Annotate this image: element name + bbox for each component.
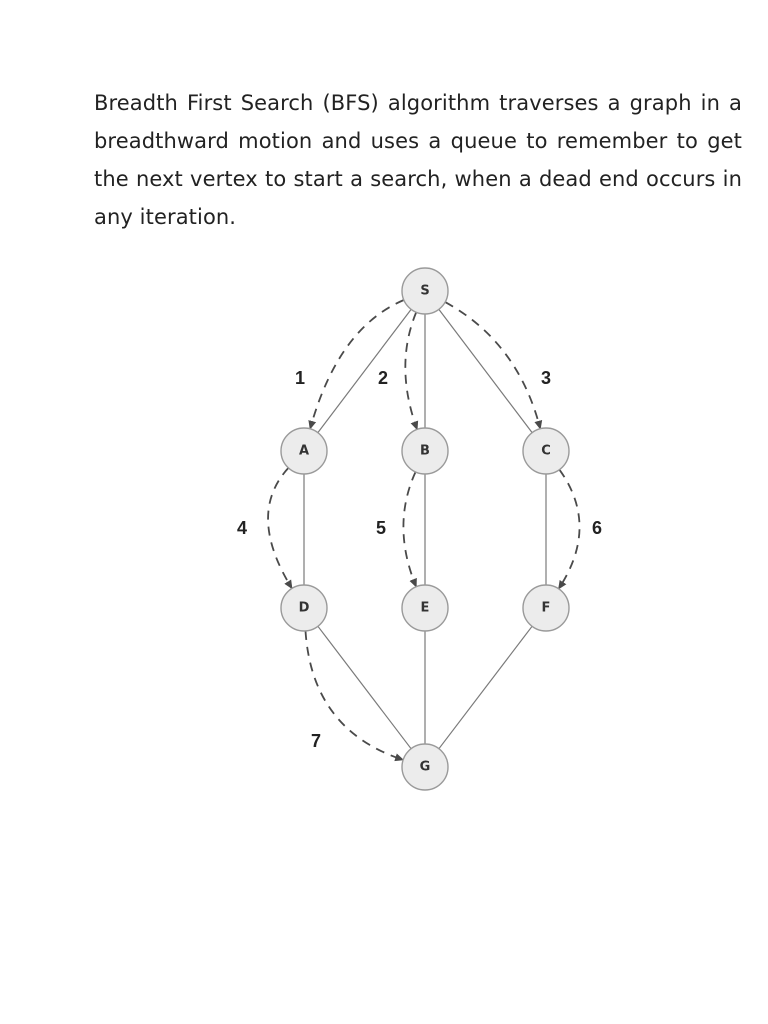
traversal-arrow-4 xyxy=(268,468,292,589)
edge-f-g xyxy=(439,626,532,748)
traversal-arrow-3 xyxy=(445,302,540,429)
traversal-step-1-label: 1 xyxy=(294,368,306,388)
traversal-step-7-label: 7 xyxy=(310,731,322,751)
traversal-step-2-label: 2 xyxy=(377,368,389,388)
traversal-step-labels xyxy=(237,368,602,751)
traversal-step-3-label: 3 xyxy=(540,368,552,388)
traversal-arrow-5 xyxy=(403,472,416,587)
edge-d-g xyxy=(318,626,411,748)
traversal-step-6-label: 6 xyxy=(591,518,603,538)
node-a xyxy=(281,428,327,474)
node-g-label: G xyxy=(419,759,431,775)
node-e-label: E xyxy=(420,600,430,616)
graph-edges xyxy=(304,309,546,748)
node-s xyxy=(402,268,448,314)
node-a-label: A xyxy=(298,443,310,459)
node-c-label: C xyxy=(541,443,551,459)
traversal-arrow-6 xyxy=(559,470,580,589)
node-c xyxy=(523,428,569,474)
node-e xyxy=(402,585,448,631)
traversal-step-4-label: 4 xyxy=(236,518,248,538)
node-b-label: B xyxy=(420,443,430,459)
traversal-arrow-2 xyxy=(405,312,417,429)
node-g xyxy=(402,744,448,790)
bfs-description: Breadth First Search (BFS) algorithm traverses a graph in a breadthward motion and uses a queue to remember to get the next vertex to start a search, when a dead end occurs in any iteration. xyxy=(94,91,742,229)
node-f xyxy=(523,585,569,631)
traversal-arrows xyxy=(268,300,579,760)
traversal-step-5-label: 5 xyxy=(375,518,387,538)
traversal-arrow-1 xyxy=(310,300,404,429)
node-d xyxy=(281,585,327,631)
node-f-label: F xyxy=(541,600,551,616)
edge-s-c xyxy=(439,309,532,432)
node-d-label: D xyxy=(298,600,310,616)
node-b xyxy=(402,428,448,474)
node-s-label: S xyxy=(420,283,430,299)
